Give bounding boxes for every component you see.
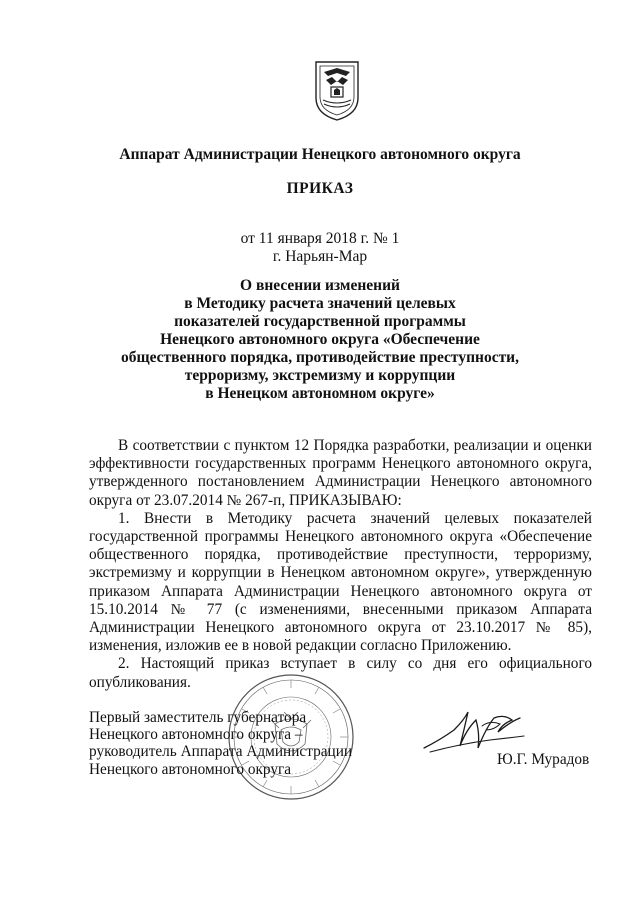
- subject-line: в Методику расчета значений целевых: [184, 295, 456, 312]
- signatory-position: [89, 709, 352, 778]
- subject-line: О внесении изменений: [240, 277, 400, 294]
- document-body: [89, 437, 592, 692]
- coat-of-arms-emblem: [312, 58, 362, 122]
- preamble-paragraph: В соответствии с пунктом 12 Порядка разработки, реализации и оценки эффективности государственных программ Ненецкого автономного округа, утвержденного постановлением Администрации Ненецкого автономного округа от 23.07.2014 № 267-п, ПРИКАЗЫВАЮ:: [89, 437, 592, 509]
- item-1-paragraph: 1. Внести в Методику расчета значений целевых показателей государственной программы Ненецкого автономного округа «Обеспечение общественного порядка, противодействие преступности, терроризму, экстремизму и коррупции в Ненецком автономном округе», утвержденную приказом Аппарата Администрации Ненецкого автономного округа от 15.10.2014 № 77 (с изменениями, внесенными приказом Аппарата Администрации Ненецкого автономного округа от 23.10.2017 № 85), изменения, изложив ее в новой редакции согласно Приложению.: [89, 509, 592, 655]
- date-number: от 11 января 2018 г. № 1: [240, 230, 400, 247]
- subject-line: терроризму, экстремизму и коррупции: [184, 367, 456, 384]
- organization-title: Аппарат Администрации Ненецкого автономного округа: [119, 146, 521, 163]
- item-2-paragraph: 2. Настоящий приказ вступает в силу со дня его официального опубликования.: [89, 655, 592, 691]
- position-line: Ненецкого автономного округа –: [89, 726, 303, 744]
- document-type: ПРИКАЗ: [286, 180, 354, 197]
- date-block: [60, 230, 580, 266]
- subject-line: в Ненецком автономном округе»: [205, 385, 435, 402]
- signatory-name: Ю.Г. Мурадов: [497, 751, 590, 768]
- subject-title: [60, 277, 580, 403]
- position-line: Первый заместитель губернатора: [89, 709, 307, 726]
- position-line: руководитель Аппарата Администрации: [89, 743, 353, 761]
- subject-line: Ненецкого автономного округа «Обеспечение: [160, 331, 480, 348]
- subject-line: показателей государственной программы: [174, 313, 466, 330]
- position-line: Ненецкого автономного округа: [89, 760, 292, 778]
- subject-line: общественного порядка, противодействие преступности,: [121, 349, 519, 366]
- place: г. Нарьян-Мар: [272, 248, 368, 265]
